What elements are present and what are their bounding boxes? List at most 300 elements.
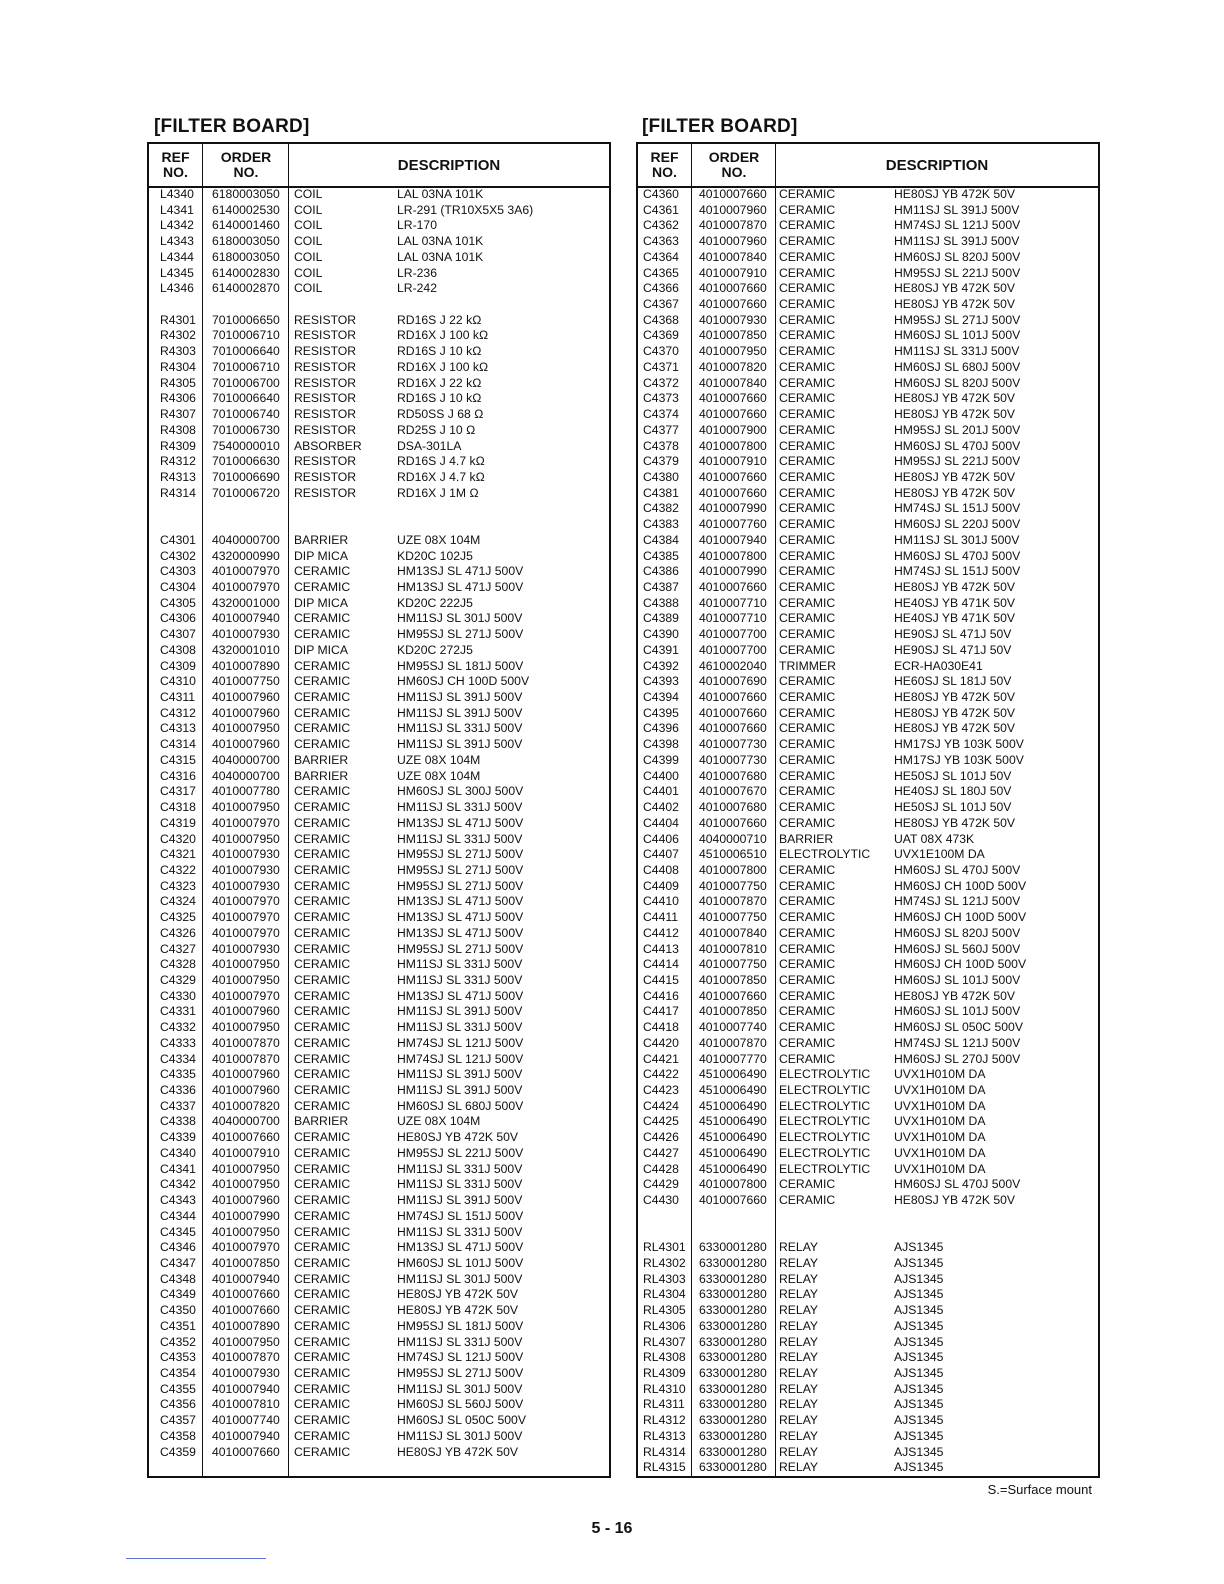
ref-no: C4359: [160, 1444, 196, 1459]
ref-no: C4369: [643, 328, 679, 343]
part-type: CERAMIC: [779, 925, 836, 940]
part-type: CERAMIC: [294, 705, 351, 720]
order-no: 4010007840: [699, 925, 767, 940]
order-no: 4010007960: [212, 1004, 280, 1019]
ref-no: C4384: [643, 532, 679, 547]
part-spec: LR-242: [397, 281, 437, 296]
part-spec: HM95SJ SL 271J 500V: [894, 312, 1021, 327]
order-no: 4010007910: [699, 454, 767, 469]
ref-no: C4362: [643, 218, 679, 233]
part-spec: HE80SJ YB 472K 50V: [894, 187, 1016, 201]
table-row: [638, 816, 1098, 832]
part-spec: HE80SJ YB 472K 50V: [894, 469, 1016, 484]
ref-no: C4378: [643, 438, 679, 453]
table-row: [638, 1256, 1098, 1272]
table-row: [638, 313, 1098, 329]
ref-no: C4325: [160, 910, 196, 925]
part-spec: UVX1H010M DA: [894, 1130, 986, 1145]
part-spec: HM11SJ SL 331J 500V: [397, 831, 523, 846]
ref-no: C4304: [160, 580, 196, 594]
part-type: DIP MICA: [294, 548, 348, 563]
part-type: BARRIER: [294, 752, 349, 767]
ref-no: C4336: [160, 1083, 196, 1098]
part-type: CERAMIC: [779, 737, 836, 752]
part-type: CERAMIC: [294, 988, 351, 1003]
order-no: 4010007950: [212, 831, 280, 846]
ref-no: L4346: [160, 281, 194, 296]
ref-no: R4306: [160, 391, 196, 406]
part-spec: ECR-HA030E41: [894, 658, 983, 673]
order-no: 4010007930: [212, 878, 280, 893]
ref-no: C4302: [160, 548, 196, 563]
table-row: [638, 344, 1098, 360]
ref-no: C4354: [160, 1366, 196, 1380]
part-spec: UVX1H010M DA: [894, 1114, 986, 1129]
table-row: [638, 1303, 1098, 1319]
part-spec: HM60SJ SL 470J 500V: [894, 438, 1021, 453]
ref-header-top: REF: [650, 149, 679, 165]
part-type: COIL: [294, 249, 323, 264]
part-spec: HE80SJ YB 472K 50V: [894, 391, 1016, 406]
part-type: CERAMIC: [294, 862, 351, 877]
part-spec: RD16X J 100 kΩ: [397, 328, 489, 343]
table-row: [149, 1240, 609, 1256]
order-no: 4010007990: [699, 564, 767, 579]
part-spec: HM11SJ SL 391J 500V: [397, 737, 523, 752]
part-spec: HM13SJ SL 471J 500V: [397, 815, 524, 830]
table-row: [638, 218, 1098, 234]
ref-no: C4421: [643, 1051, 679, 1066]
part-spec: HM11SJ SL 301J 500V: [397, 611, 523, 626]
table-row: [149, 894, 609, 910]
part-type: CERAMIC: [779, 297, 836, 312]
part-spec: HM11SJ SL 331J 500V: [894, 344, 1020, 359]
part-spec: RD25S J 10 Ω: [397, 422, 476, 437]
part-type: CERAMIC: [779, 988, 836, 1003]
part-spec: HM74SJ SL 121J 500V: [894, 1035, 1021, 1050]
order-no: 6330001280: [699, 1271, 767, 1286]
part-spec: HM95SJ SL 271J 500V: [397, 878, 524, 893]
order-no: 4510006490: [699, 1161, 767, 1176]
part-spec: HM74SJ SL 121J 500V: [894, 218, 1021, 233]
ref-no: C4367: [643, 297, 679, 312]
order-no: 4010007960: [699, 234, 767, 249]
table-row: [149, 800, 609, 816]
ref-no: C4427: [643, 1145, 679, 1160]
part-spec: RD16X J 4.7 kΩ: [397, 469, 485, 484]
part-spec: HE90SJ SL 471J 50V: [894, 642, 1012, 657]
part-type: CERAMIC: [779, 517, 836, 532]
part-spec: HM60SJ SL 470J 500V: [894, 862, 1021, 877]
ref-no: C4315: [160, 752, 196, 767]
ref-no: C4409: [643, 878, 679, 893]
order-no: 6330001280: [699, 1240, 767, 1255]
table-header: [638, 144, 1098, 188]
table-row: [638, 1287, 1098, 1303]
order-no: 4010007660: [212, 1444, 280, 1459]
ref-no: C4327: [160, 941, 196, 956]
order-no: 4010007870: [212, 1035, 280, 1050]
table-row: [149, 1350, 609, 1366]
part-spec: HM11SJ SL 391J 500V: [397, 1083, 523, 1098]
part-type: CERAMIC: [779, 862, 836, 877]
order-no: 4010007870: [212, 1051, 280, 1066]
part-type: CERAMIC: [779, 894, 836, 909]
part-spec: HM60SJ SL 470J 500V: [894, 548, 1021, 563]
ref-no: C4338: [160, 1114, 196, 1129]
table-row: [638, 517, 1098, 533]
table-row: [638, 832, 1098, 848]
part-spec: HM11SJ SL 301J 500V: [397, 1428, 523, 1443]
ref-no: R4313: [160, 469, 196, 484]
ref-no: C4379: [643, 454, 679, 469]
part-spec: HM74SJ SL 121J 500V: [397, 1051, 524, 1066]
order-no: 4010007960: [212, 690, 280, 705]
part-spec: HM95SJ SL 181J 500V: [397, 1318, 524, 1333]
part-spec: AJS1345: [894, 1303, 944, 1318]
ref-no: C4344: [160, 1208, 196, 1223]
ref-no: C4430: [643, 1193, 679, 1208]
ref-no: C4402: [643, 800, 679, 815]
order-no: 4010007820: [699, 359, 767, 374]
part-type: COIL: [294, 218, 323, 233]
ref-no: R4301: [160, 312, 196, 327]
ref-no: R4303: [160, 344, 196, 359]
order-no: 4010007800: [699, 862, 767, 877]
order-no: 4010007950: [212, 800, 280, 815]
part-spec: HE80SJ YB 472K 50V: [894, 407, 1016, 422]
part-spec: AJS1345: [894, 1381, 944, 1396]
part-spec: HM60SJ SL 101J 500V: [894, 328, 1021, 343]
part-spec: HE80SJ YB 472K 50V: [397, 1287, 519, 1302]
order-no: 4010007660: [699, 815, 767, 830]
part-spec: HE80SJ YB 472K 50V: [894, 815, 1016, 830]
part-spec: HM60SJ CH 100D 500V: [894, 878, 1027, 893]
part-type: CERAMIC: [779, 454, 836, 469]
ref-no: C4380: [643, 469, 679, 484]
ref-no: C4426: [643, 1130, 679, 1145]
table-row: [638, 926, 1098, 942]
order-no: 4010007690: [699, 674, 767, 689]
table-row: [638, 549, 1098, 565]
ref-no: C4350: [160, 1303, 196, 1318]
table-row: [638, 1146, 1098, 1162]
part-type: CERAMIC: [779, 973, 836, 987]
table-row: [638, 1020, 1098, 1036]
table-row: [638, 674, 1098, 690]
order-no: 4010007710: [699, 611, 767, 626]
order-no: 4010007850: [212, 1255, 280, 1270]
part-spec: HE80SJ YB 472K 50V: [894, 988, 1016, 1003]
part-type: CERAMIC: [294, 800, 351, 815]
order-no: 4010007970: [212, 815, 280, 830]
part-type: CERAMIC: [779, 815, 836, 830]
part-spec: KD20C 102J5: [397, 548, 473, 563]
part-type: CERAMIC: [779, 375, 836, 390]
order-no: 4010007970: [212, 1240, 280, 1255]
order-no: 4010007750: [699, 957, 767, 972]
part-type: CERAMIC: [294, 1083, 351, 1098]
part-type: RESISTOR: [294, 375, 357, 390]
part-spec: HM11SJ SL 391J 500V: [397, 705, 523, 720]
part-spec: LAL 03NA 101K: [397, 187, 484, 201]
order-no: 4510006490: [699, 1114, 767, 1129]
part-type: CERAMIC: [294, 627, 351, 642]
table-header: [149, 144, 609, 188]
ref-no: C4365: [643, 265, 679, 280]
part-spec: HM95SJ SL 271J 500V: [397, 847, 524, 862]
order-no: 4010007810: [699, 941, 767, 956]
part-type: CERAMIC: [779, 595, 836, 610]
part-spec: HM11SJ SL 391J 500V: [894, 234, 1020, 249]
table-row: [149, 1335, 609, 1351]
order-no: 4010007950: [212, 1224, 280, 1239]
table-row: [149, 549, 609, 565]
ref-no: C4389: [643, 611, 679, 626]
part-type: ELECTROLYTIC: [779, 1161, 871, 1176]
ref-no: C4408: [643, 862, 679, 877]
part-spec: UZE 08X 104M: [397, 1114, 481, 1129]
page-number: 5 - 16: [591, 1520, 633, 1537]
table-row: [638, 470, 1098, 486]
part-type: CERAMIC: [779, 1020, 836, 1035]
ref-no: RL4304: [643, 1287, 686, 1302]
table-row: [638, 187, 1098, 203]
ref-no: C4400: [643, 768, 679, 783]
ref-no: C4335: [160, 1067, 196, 1082]
table-row: [638, 407, 1098, 423]
part-spec: HE50SJ SL 101J 50V: [894, 768, 1012, 783]
table-row: [638, 690, 1098, 706]
part-spec: HM13SJ SL 471J 500V: [397, 988, 524, 1003]
table-row: [149, 721, 609, 737]
part-spec: HM74SJ SL 121J 500V: [397, 1035, 524, 1050]
part-spec: HM11SJ SL 301J 500V: [397, 1271, 523, 1286]
table-row: [638, 1193, 1098, 1209]
table-row: [149, 470, 609, 486]
part-spec: AJS1345: [894, 1460, 944, 1475]
part-spec: HM60SJ SL 820J 500V: [894, 375, 1021, 390]
table-row: [149, 957, 609, 973]
order-no: 6180003050: [212, 234, 280, 249]
part-type: CERAMIC: [779, 312, 836, 327]
table-row: [149, 1303, 609, 1319]
order-no: 7010006640: [212, 391, 280, 406]
part-type: CERAMIC: [779, 611, 836, 626]
part-type: ELECTROLYTIC: [779, 847, 871, 862]
ref-no: C4339: [160, 1130, 196, 1145]
part-type: CERAMIC: [779, 249, 836, 264]
part-type: RESISTOR: [294, 359, 357, 374]
part-type: CERAMIC: [779, 941, 836, 956]
part-type: CERAMIC: [294, 1177, 351, 1192]
part-spec: HM60SJ SL 680J 500V: [397, 1098, 524, 1113]
part-spec: HM11SJ SL 331J 500V: [397, 1161, 523, 1176]
part-spec: HM60SJ SL 101J 500V: [397, 1255, 524, 1270]
part-type: RELAY: [779, 1318, 819, 1333]
table-row: [638, 863, 1098, 879]
part-spec: HM11SJ SL 331J 500V: [397, 1177, 523, 1192]
table-row: [149, 1177, 609, 1193]
table-row: [638, 894, 1098, 910]
table-row: [638, 1130, 1098, 1146]
part-type: CERAMIC: [779, 800, 836, 815]
order-no: 4010007660: [699, 391, 767, 406]
ref-no: C4368: [643, 312, 679, 327]
ref-no: C4347: [160, 1255, 196, 1270]
order-no: 4010007710: [699, 595, 767, 610]
table-row: [149, 1272, 609, 1288]
part-spec: HM11SJ SL 391J 500V: [397, 1004, 523, 1019]
order-no: 4010007970: [212, 564, 280, 579]
description-header: [776, 144, 1098, 186]
table-row: [149, 784, 609, 800]
part-type: ELECTROLYTIC: [779, 1083, 871, 1098]
order-no: 4010007760: [699, 517, 767, 532]
part-spec: HM11SJ SL 331J 500V: [397, 1020, 523, 1035]
order-no: 4010007960: [699, 202, 767, 217]
order-no: 4010007970: [212, 910, 280, 925]
ref-header-bottom: NO.: [163, 164, 188, 180]
part-type: RELAY: [779, 1271, 819, 1286]
part-spec: KD20C 222J5: [397, 595, 473, 610]
part-type: CERAMIC: [779, 469, 836, 484]
order-no: 4610002040: [699, 658, 767, 673]
part-spec: AJS1345: [894, 1350, 944, 1365]
order-no: 4040000700: [212, 768, 280, 783]
ref-no: C4417: [643, 1004, 679, 1019]
ref-no: C4420: [643, 1035, 679, 1050]
part-type: RELAY: [779, 1444, 819, 1459]
ref-no: C4301: [160, 532, 196, 547]
part-spec: HM74SJ SL 121J 500V: [397, 1350, 524, 1365]
order-no: 4010007850: [699, 1004, 767, 1019]
table-row: [149, 1193, 609, 1209]
part-spec: HM60SJ SL 300J 500V: [397, 784, 524, 799]
table-row: [149, 611, 609, 627]
table-row: [638, 627, 1098, 643]
order-no: 6330001280: [699, 1287, 767, 1302]
table-row: [149, 486, 609, 502]
order-no: 4010007930: [212, 1366, 280, 1380]
part-spec: LR-170: [397, 218, 437, 233]
order-no: 6330001280: [699, 1460, 767, 1475]
part-spec: AJS1345: [894, 1428, 944, 1443]
ref-no: C4326: [160, 925, 196, 940]
table-row: [149, 313, 609, 329]
table-row: [149, 1036, 609, 1052]
ref-no: C4406: [643, 831, 679, 846]
part-type: CERAMIC: [779, 627, 836, 642]
part-type: CERAMIC: [294, 690, 351, 705]
part-type: COIL: [294, 281, 323, 296]
part-type: BARRIER: [294, 768, 349, 783]
table-row: [149, 187, 609, 203]
table-row: [638, 1083, 1098, 1099]
ref-no: C4415: [643, 973, 679, 987]
part-spec: HM11SJ SL 331J 500V: [397, 1224, 523, 1239]
order-no: 7010006650: [212, 312, 280, 327]
order-no: 4010007970: [212, 988, 280, 1003]
order-no: 4010007840: [699, 249, 767, 264]
table-row: [149, 1225, 609, 1241]
ref-no: L4342: [160, 218, 194, 233]
part-type: CERAMIC: [779, 234, 836, 249]
part-spec: HM60SJ SL 101J 500V: [894, 973, 1021, 987]
part-spec: HM74SJ SL 151J 500V: [894, 501, 1021, 516]
part-type: CERAMIC: [294, 831, 351, 846]
part-spec: HE80SJ YB 472K 50V: [397, 1303, 519, 1318]
table-row: [149, 564, 609, 580]
ref-no: RL4309: [643, 1366, 686, 1380]
table-row: [638, 1099, 1098, 1115]
ref-no: C4312: [160, 705, 196, 720]
table-row: [149, 847, 609, 863]
part-type: CERAMIC: [294, 1444, 351, 1459]
ref-no: C4377: [643, 422, 679, 437]
part-type: CERAMIC: [779, 910, 836, 925]
ref-no: C4353: [160, 1350, 196, 1365]
ref-no: C4372: [643, 375, 679, 390]
ref-no: C4407: [643, 847, 679, 862]
part-spec: HM60SJ SL 270J 500V: [894, 1051, 1021, 1066]
order-no: 4010007960: [212, 1083, 280, 1098]
order-no: 4010007940: [212, 1381, 280, 1396]
ref-no: C4329: [160, 973, 196, 987]
part-spec: HM17SJ YB 103K 500V: [894, 752, 1024, 767]
part-type: CERAMIC: [294, 721, 351, 736]
ref-no: C4385: [643, 548, 679, 563]
part-spec: HM13SJ SL 471J 500V: [397, 925, 524, 940]
ref-no: C4392: [643, 658, 679, 673]
order-no: 4010007850: [699, 973, 767, 987]
part-spec: HE80SJ YB 472K 50V: [894, 1193, 1016, 1208]
order-no: 6330001280: [699, 1366, 767, 1380]
table-row: [638, 1036, 1098, 1052]
order-no: 4010007960: [212, 1193, 280, 1208]
order-header: [692, 144, 776, 186]
order-no: 4510006490: [699, 1130, 767, 1145]
part-type: COIL: [294, 234, 323, 249]
order-no: 4010007960: [212, 705, 280, 720]
table-row: [149, 266, 609, 282]
part-spec: UVX1H010M DA: [894, 1161, 986, 1176]
table-row: [149, 674, 609, 690]
order-no: 6330001280: [699, 1350, 767, 1365]
part-spec: HM11SJ SL 391J 500V: [397, 690, 523, 705]
order-no: 4010007960: [212, 737, 280, 752]
part-spec: RD16S J 22 kΩ: [397, 312, 482, 327]
ref-no: C4322: [160, 862, 196, 877]
order-no: 4010007660: [212, 1303, 280, 1318]
table-row: [149, 989, 609, 1005]
right-parts-table: [636, 142, 1100, 1478]
part-type: CERAMIC: [779, 705, 836, 720]
ref-no: RL4307: [643, 1334, 686, 1349]
table-row: [149, 1445, 609, 1461]
part-spec: HM60SJ SL 820J 500V: [894, 925, 1021, 940]
part-spec: HM11SJ SL 391J 500V: [397, 1193, 523, 1208]
table-row: [149, 690, 609, 706]
table-row: [149, 533, 609, 549]
order-no: 4010007740: [212, 1413, 280, 1428]
table-row: [638, 454, 1098, 470]
ref-no: C4311: [160, 690, 196, 705]
ref-no: C4391: [643, 642, 679, 657]
table-row: [149, 344, 609, 360]
order-no: 4510006510: [699, 847, 767, 862]
part-spec: HM17SJ YB 103K 500V: [894, 737, 1024, 752]
